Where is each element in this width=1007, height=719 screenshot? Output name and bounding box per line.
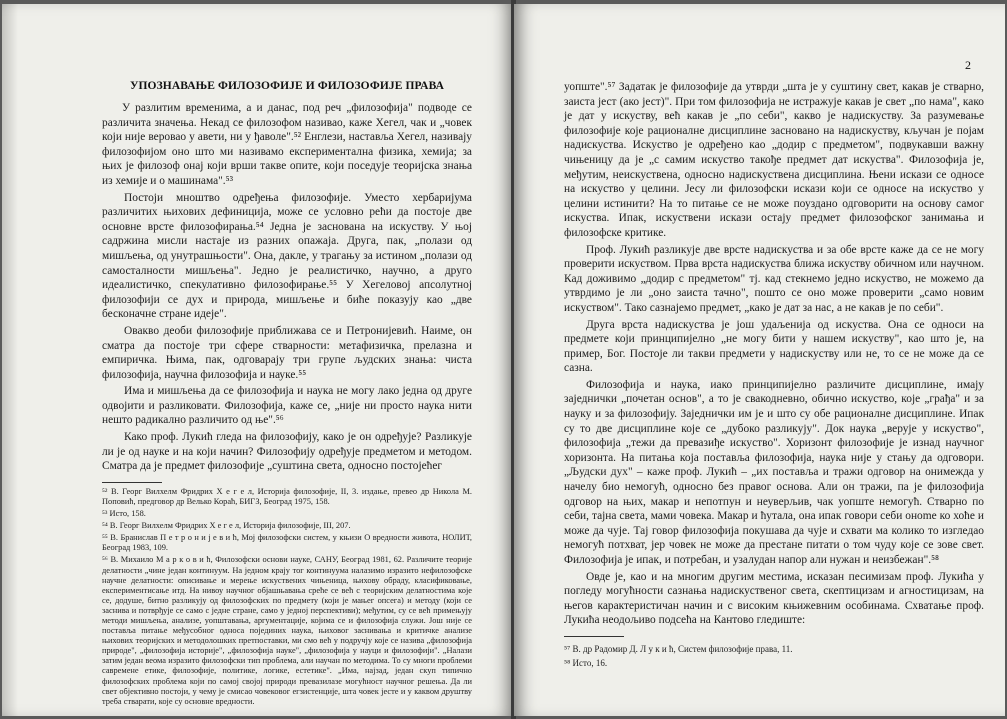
page-number: 2: [965, 58, 971, 72]
paragraph: Овакво деоби филозофије приближава се и Петронијевић. Наиме, он сматра да постоје три сфере стварности: метафизичка, прелазна и емпиричка. Њима, пак, одговарају три групе људских знања: чиста филозофија, научна филозофија и науке.⁵⁵: [102, 324, 472, 381]
paragraph: уопште".⁵⁷ Задатак је филозофије да утврди „шта је у суштину свет, какав је стварно, заиста јест (ако јест)". При том филозофија не истражује какав је свет „по нама", како је дат у искуству, већ какав је „по себи", какво је надискуству. За разумевање филозофије које рационалне дисциплине засновано на надискуству, кључан је појам надискуства. Искуство је одређено као „додир с предметом", подвукавши важну чињеницу да је „с самим искуство такође предмет дат искуства". Филозофија је, међутим, неискуствена, односно надискуствена дисциплина. Њени искази се односе на искуство у целини. Јесу ли филозофски искази који се односе на искуство у целини истинити? На то питање се не може поуздано одговорити на основу самог искуства. Ипак, искуствени искази остају предмет филозофског занимања и филозофске критике.: [564, 81, 984, 239]
footnote: ⁵⁴ В. Георг Вилхелм Фридрих Х е г е л, Историја филозофије, III, 207.: [102, 521, 351, 531]
paragraph: Како проф. Лукић гледа на филозофију, како је он одређује? Разликује ли је од науке и на који начин? Филозофију одређује предметом и методом. Сматра да је предмет филозофије „суштина света, односно постојећег: [102, 431, 472, 473]
footnote-rule: [564, 636, 624, 637]
paragraph: У разлитим временима, а и данас, под реч „филозофија" подводе се различита значења. Некад се филозофом називао, каже Хегел, чак и „човек који није веровао у авети, ни у ђаволе".⁵² Енглези, наставља Хегел, називају филозофијом оно што ми називамо експериментална физика, хемија; за њих је филозоф онај који врши такве опите, који поседује теоријска знања из хемије и о машинама".⁵³: [102, 102, 472, 187]
footnote: ⁵³ Исто, 158.: [102, 509, 146, 519]
right-page: [514, 4, 1005, 716]
left-page: [2, 4, 513, 716]
paragraph: Има и мишљења да се филозофија и наука не могу лако једна од друге одвојити и разликовати. Филозофија, каже се, „није ни просто наука нити нешто радикално различито од ње".⁵⁶: [102, 385, 472, 427]
paragraph: Овде је, као и на многим другим местима, исказан песимизам проф. Лукића у погледу могућности сазнања надискуственог света, скептицизам и агностицизам, на његов карактеристичан начин и с високим књижевним особинама. Схватање проф. Лукића неодољиво подсећа на Кантово гледиште:: [564, 570, 984, 627]
left-text-column: [102, 80, 472, 709]
footnote: ⁵⁸ Исто, 16.: [564, 657, 608, 668]
footnote-rule: [102, 482, 162, 483]
paragraph: Постоји мноштво одређења филозофије. Уместо хербаријума различитих њихових дефиниција, може се условно рећи да постоје две основне врсте филозофирања.⁵⁴ Једна је заснована на искуству. У њој садржина мисли настаје из разних опажаја. Друга, пак, „полази од мишљења, од унутрашњости". Она, дакле, у трагању за истином „полази од самосталности мишљења". Једно је реалистичко, научно, а друго идеалистичко, спекулативно филозофирање.⁵⁵ У Хегеловој апсолутној филозофији се дух и природа, мишљење и биће показују као „две бесконачне стране идеје".: [102, 191, 472, 321]
footnote: ⁵⁷ В. др Радомир Д. Л у к и ћ, Систем филозофије права, 11.: [564, 643, 793, 654]
right-text-column: [564, 80, 984, 671]
footnote: ⁵² В. Георг Вилхелм Фридрих Х е г е л, Историја филозофије, II, 3. издање, превео др Никола М. Поповић, предговор др Велько Кораћ, БИГЗ, Београд 1975, 158.: [102, 486, 472, 506]
page-edge-shadow: [2, 4, 18, 716]
footnotes: [564, 643, 984, 669]
running-head: УПОЗНАВАЊЕ ФИЛОЗОФИЈЕ И ФИЛОЗОФИЈЕ ПРАВА: [129, 80, 445, 92]
paragraph: Проф. Лукић разликује две врсте надискуства и за обе врсте каже да се не могу проверити искуством. Прва врста надискуства ближа искуству обичном или научном. Кад доживимо „додир с предметом" тј. кад стекнемо једно искуство, не можемо да утврдимо је ли „оно заиста тачно", пошто се оно може проверити „само новим искуством". Тако сазнајемо предмет, „како је дат за нас, а не какав је по себи".: [564, 243, 984, 314]
footnote: ⁵⁶ В. Михаило М а р к о в и ћ, Филозофски основи науке, САНУ, Београд 1981, 62. Различите теорије делатности „чине један континуум. На једном крају тог континуума налазимо изразито нефилозофске научне делатности: описивање и мерење искуствених чињеница, њихову обраду, класификовање, експериментисање итд. На нивоу научног објашњавања среће се већ с теоријским делатностима које се, додуше, битно разликују од филозофских по предмету (који је мањег опсега) и методу (који се заснива и потврђује се само с једне стране, само у једној перспективи); међутим, су се већ примењују методи мишљења, анализе, уопштавања, аргументације, којима се и филозофија служи. Још није се поставља питање међусобног односа појединих наука, њиховог заснивања и критичке анализе њихових теоријских и методолошких претпоставки, ми смо већ у подручју које се назива „филозофија природе", „филозофија историје", „филозофија науке", „филозофија у науци и филозофији". „Налази затим један веома изразито филозофски тип проблема, али научан по методима. То су многи проблеми савремене етике, филозофије, политике, логике, естетике". „Има, најзад, један скуп типично филозофских проблема који по самој својој природи превазилазе могућност научног решења. Да ли свет објективно постоји, у чему је смисао човековог егзистенције, шта човек јесте и у каквом друштву треба стварати, које су основне вредности.: [102, 555, 472, 706]
paragraph: Друга врста надискуства је још удаљенија од искуства. Она се односи на предмете који принципијелно „не могу бити у нашем искуству", као што је, на пример, Бог. Постоје ли такви предмети у надискуству или не, то се не може да се сазна.: [564, 318, 984, 375]
footnotes: [102, 487, 472, 707]
footnote: ⁵⁵ В. Бранислав П е т р о н и ј е в и ћ, Мој филозофски систем, у књизи О вредности живота, НОЛИТ, Београд 1983, 109.: [102, 533, 472, 553]
paragraph: Филозофија и наука, иако принципијелно различите дисциплине, имају заједнички „почетан основ", а то је свакодневно, обично искуство, које „грађа" и за науку и за филозофију. Заједнички им је и што су обе рационалне дисциплине. Ипак су то две дисциплине које се „дубоко разликују". Док наука „верује у искуство", филозофија „тежи да превазиђе искуство". Хоризонт филозофије је изнад научног хоризонта. На питања која поставља филозофија, наука није у стању да одговори. „Људски дух" – каже проф. Лукић – „их поставља и тражи одговор на онимежда у начелу био немогућ, односно без правог основа. Али он тражи, па је филозофија одговор на њих, макар и непотпун и неуверљив, чак уопште немогућ. Стварно по себи, тајна света, мами човека. Макар и ћутала, она ипак говори себи онome ко хоће и може да чује. Тај говор филозофија покушава да чује и схвати ма колико то изгледао немогућ потхват, јер човек не може да престане питати о том чуду које се зове свет. Филозофија је ипак, и потребан, и узалудан напор али нужан и неизбежан".⁵⁸: [564, 378, 984, 566]
